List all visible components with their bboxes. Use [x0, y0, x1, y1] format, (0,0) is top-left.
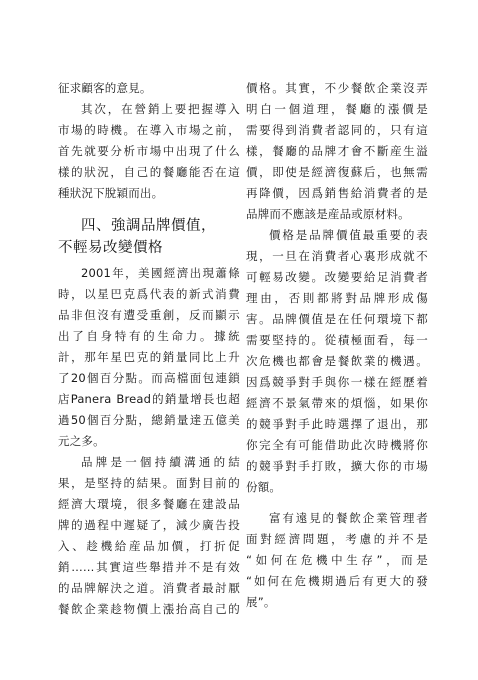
text-line: 其次，在營銷上要把握導入 [81, 102, 240, 116]
text-line: 的品牌解決之道。消費者最討厭 [58, 581, 240, 595]
text-line: 可輕易改變。改變要給足消費者 [246, 270, 428, 284]
text-line: 計，那年星巴克的銷量同比上升 [58, 350, 240, 364]
text-line: 征求顧客的意見。 [58, 81, 152, 95]
paragraph-gap [246, 498, 428, 508]
text-line: 因爲競爭對手與你一樣在經歷着 [246, 375, 428, 389]
text-line: 理由，否則都將對品牌形成傷 [246, 291, 428, 305]
text-line: 入、趁機給産品加價，打折促 [58, 539, 240, 553]
left-column [58, 78, 240, 620]
text-line: 種狀況下脫穎而出。 [58, 186, 164, 200]
text-line: 富有遠見的餐飲企業管理者 [269, 511, 428, 525]
text-line: 需要堅持的。從積極面看，每一 [246, 333, 428, 347]
text-line: 店Panera Bread的銷量增長也超 [58, 392, 240, 406]
section-heading: 四、強調品牌價值， [81, 218, 216, 234]
text-line: 的競爭對手此時選擇了退出，那 [246, 417, 428, 431]
text-line: 餐飲企業趁物價上漲抬高自己的 [58, 602, 240, 616]
text-line: 份額。 [246, 480, 282, 494]
text-line: 2001年，美國經濟出現蕭條 [81, 266, 240, 280]
text-line: 了20個百分點。而高檔面包連鎖 [58, 371, 240, 385]
text-line: 害。品牌價值是在任何環境下都 [246, 312, 428, 326]
text-line: 次危機也都會是餐飲業的機遇。 [246, 354, 428, 368]
text-line: 價格。其實，不少餐飲企業沒弄 [246, 81, 428, 95]
text-line: 品非但沒有遭受重創，反而顯示 [58, 308, 240, 322]
text-line: 時，以星巴克爲代表的新式消費 [58, 287, 240, 301]
text-line: 樣的狀況，自己的餐廳能否在這 [58, 165, 240, 179]
text-line: 樣，餐廳的品牌才會不斷産生溢 [246, 144, 428, 158]
text-line: 價，即使是經濟復蘇后，也無需 [246, 165, 428, 179]
text-line: 果，是堅持的結果。面對目前的 [58, 476, 240, 490]
text-line: 需要得到消費者認同的，只有這 [246, 123, 428, 137]
text-line: 銷……其實這些舉措并不是有效 [58, 560, 240, 574]
text-line: 價格是品牌價值最重要的表 [269, 228, 428, 242]
text-line: 再降價，因爲銷售給消費者的是 [246, 186, 428, 200]
text-line: 首先就要分析市場中出現了什么 [58, 144, 240, 158]
text-line: 品牌而不應該是産品或原材料。 [246, 207, 410, 221]
section-heading: 不輕易改變價格 [58, 240, 163, 256]
text-line: 元之多。 [58, 434, 105, 448]
text-line: 展”。 [246, 595, 276, 609]
right-column [246, 78, 428, 613]
text-line: 明白一個道理，餐廳的漲價是 [246, 102, 428, 116]
text-line: 市場的時機。在導入市場之前， [58, 123, 240, 137]
text-line: 的競爭對手打敗，擴大你的市場 [246, 459, 428, 473]
text-line: 經濟不景氣帶來的煩惱，如果你 [246, 396, 428, 410]
text-line: 現，一旦在消費者心裏形成就不 [246, 249, 428, 263]
text-line: 品牌是一個持續溝通的結 [81, 455, 240, 469]
text-line: 面對經濟問題，考慮的并不是 [246, 532, 428, 546]
text-line: 你完全有可能借助此次時機將你 [246, 438, 428, 452]
text-line: “如何在危機期過后有更大的發 [246, 574, 428, 588]
text-line: 牌的過程中遲疑了，減少廣告投 [58, 518, 240, 532]
text-line: 出了自身特有的生命力。據統 [58, 329, 240, 343]
text-line: “如何在危機中生存”，而是 [246, 553, 428, 567]
text-line: 過50個百分點，總銷量達五億美 [58, 413, 240, 427]
text-line: 經濟大環境，很多餐廳在建設品 [58, 497, 240, 511]
